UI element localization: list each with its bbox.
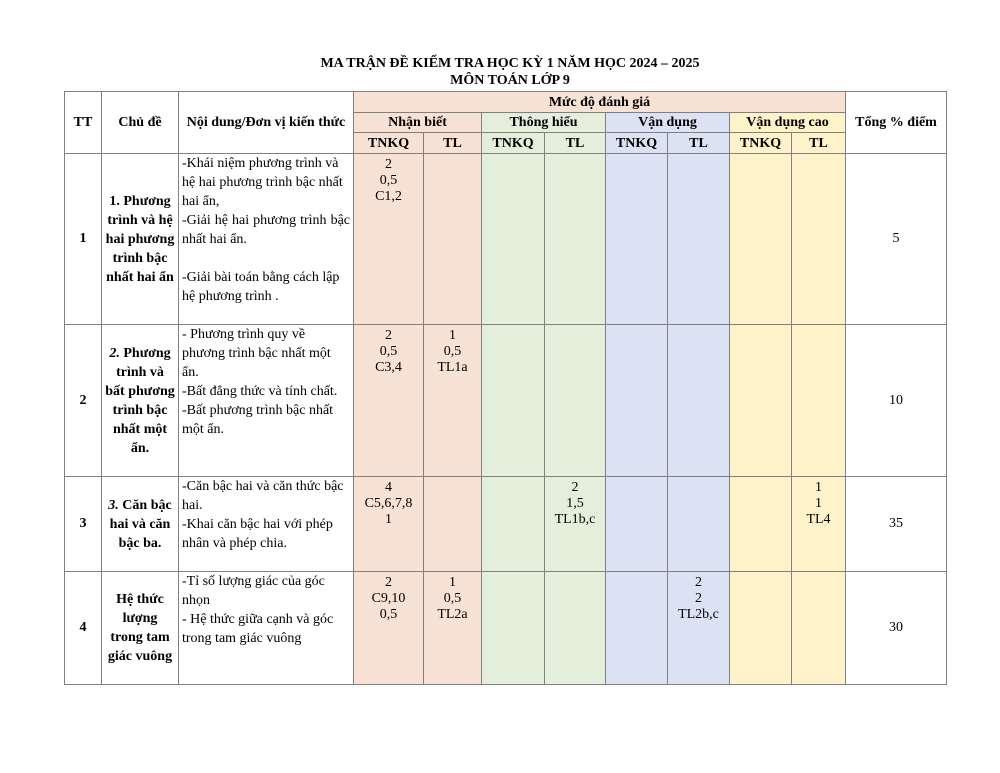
content-line: -Giải bài toán bằng cách lập hệ phương trình . <box>182 270 340 304</box>
cell-vdc-tl <box>792 572 846 685</box>
content-line: -Khái niệm phương trình và hệ hai phương trình bậc nhất hai ẩn, <box>182 156 343 209</box>
cell-vdc-tnkq <box>730 154 792 325</box>
cell-nb-tnkq <box>354 477 424 572</box>
chu-de-number: 2. <box>109 345 120 361</box>
cell-value: 1 <box>449 575 456 590</box>
cell-vd-tnkq <box>606 477 668 572</box>
header-nb-tnkq: TNKQ <box>354 133 424 154</box>
cell-value: 0,5 <box>379 607 398 622</box>
header-vdc-tnkq: TNKQ <box>730 133 792 154</box>
table-row <box>65 325 947 477</box>
cell-value: 2 <box>571 480 579 495</box>
header-muc-do: Mức độ đánh giá <box>354 92 846 113</box>
header-chu-de: Chủ đề <box>102 92 179 154</box>
cell-vd-tnkq <box>606 325 668 477</box>
chu-de-title: Căn bậc hai và căn bậc ba. <box>109 497 172 551</box>
cell-vd-tl <box>668 154 730 325</box>
cell-value: 0,5 <box>379 173 398 188</box>
cell-value: TL4 <box>806 512 831 527</box>
chu-de-title: Phương trình và hệ hai phương trình bậc nhất hai ẩn <box>105 193 175 285</box>
header-vdc-tl: TL <box>792 133 846 154</box>
cell-value: TL2a <box>437 607 468 622</box>
cell-value: C3,4 <box>375 360 402 375</box>
header-thong-hieu: Thông hiểu <box>482 113 606 133</box>
cell-value: C5,6,7,8 <box>364 496 413 511</box>
row-noi-dung <box>179 572 354 685</box>
cell-th-tl <box>545 572 606 685</box>
cell-vd-tnkq <box>606 154 668 325</box>
cell-vd-tnkq <box>606 572 668 685</box>
chu-de-title: Hệ thức lượng trong tam giác vuông <box>107 592 173 664</box>
header-noi-dung: Nội dung/Đơn vị kiến thức <box>179 92 354 154</box>
header-van-dung-cao: Vận dụng cao <box>730 113 846 133</box>
cell-th-tl <box>545 477 606 572</box>
header-nb-tl: TL <box>424 133 482 154</box>
content-line: -Tỉ số lượng giác của góc nhọn <box>182 574 325 608</box>
cell-value: 1 <box>449 328 456 343</box>
chu-de-number: 3. <box>108 497 119 513</box>
header-tt: TT <box>65 92 102 154</box>
assessment-matrix-table <box>64 91 947 685</box>
header-tong: Tổng % điểm <box>846 92 947 154</box>
cell-vdc-tl <box>792 325 846 477</box>
row-tt: 3 <box>65 477 102 572</box>
cell-value: 0,5 <box>379 344 398 359</box>
row-chu-de <box>102 325 179 477</box>
document-subtitle: MÔN TOÁN LỚP 9 <box>450 73 570 88</box>
content-line: -Khai căn bậc hai với phép nhân và phép chia. <box>182 517 333 551</box>
table-row <box>65 572 947 685</box>
table-row <box>65 154 947 325</box>
cell-value: 2 <box>695 575 702 590</box>
cell-vdc-tl <box>792 477 846 572</box>
row-tong: 30 <box>846 572 947 685</box>
cell-value: 4 <box>385 480 392 495</box>
content-line: -Căn bậc hai và căn thức bậc hai. <box>182 479 344 513</box>
header-vd-tnkq: TNKQ <box>606 133 668 154</box>
cell-nb-tl <box>424 325 482 477</box>
content-line: - Hệ thức giữa cạnh và góc trong tam giác vuông <box>182 612 334 646</box>
row-tt: 2 <box>65 325 102 477</box>
cell-vd-tl <box>668 325 730 477</box>
cell-value: 1 <box>385 512 392 527</box>
header-th-tnkq: TNKQ <box>482 133 545 154</box>
cell-vdc-tl <box>792 154 846 325</box>
cell-vd-tl <box>668 477 730 572</box>
cell-value: TL1a <box>437 360 468 375</box>
cell-th-tnkq <box>482 572 545 685</box>
header-th-tl: TL <box>545 133 606 154</box>
header-row-1 <box>65 92 947 113</box>
row-tong: 5 <box>846 154 947 325</box>
content-line: -Bất phương trình bậc nhất một ẩn. <box>182 403 334 437</box>
content-line <box>182 249 350 268</box>
content-line: - Phương trình quy về phương trình bậc nhất một ẩn. <box>182 327 331 380</box>
cell-value: 2 <box>385 575 392 590</box>
cell-th-tnkq <box>482 325 545 477</box>
table-row <box>65 477 947 572</box>
cell-vd-tl <box>668 572 730 685</box>
row-noi-dung <box>179 154 354 325</box>
cell-nb-tl <box>424 572 482 685</box>
cell-value: 2 <box>695 591 702 606</box>
row-tong: 35 <box>846 477 947 572</box>
cell-value: C1,2 <box>375 189 402 204</box>
cell-nb-tl <box>424 154 482 325</box>
cell-value: C9,10 <box>371 591 406 606</box>
chu-de-title: Phương trình và bất phương trình bậc nhất một ẩn. <box>105 345 175 456</box>
cell-value: 1 <box>815 496 822 511</box>
row-noi-dung <box>179 325 354 477</box>
cell-nb-tl <box>424 477 482 572</box>
cell-value: TL2b,c <box>678 607 719 622</box>
row-chu-de <box>102 477 179 572</box>
header-nhan-biet: Nhận biết <box>354 113 482 133</box>
cell-vdc-tnkq <box>730 477 792 572</box>
cell-nb-tnkq <box>354 154 424 325</box>
cell-value: 0,5 <box>443 344 462 359</box>
content-line: -Giải hệ hai phương trình bậc nhất hai ẩn. <box>182 213 350 247</box>
cell-th-tl <box>545 154 606 325</box>
cell-vdc-tnkq <box>730 325 792 477</box>
cell-value: 2 <box>385 157 392 172</box>
content-line: -Bất đẳng thức và tính chất. <box>182 384 338 399</box>
chu-de-number: 1. <box>109 193 120 209</box>
row-noi-dung <box>179 477 354 572</box>
cell-vdc-tnkq <box>730 572 792 685</box>
cell-nb-tnkq <box>354 572 424 685</box>
cell-value: 1,5 <box>566 496 584 511</box>
header-van-dung: Vận dụng <box>606 113 730 133</box>
row-chu-de <box>102 572 179 685</box>
row-tt: 4 <box>65 572 102 685</box>
row-chu-de <box>102 154 179 325</box>
cell-th-tnkq <box>482 154 545 325</box>
cell-value: 0,5 <box>443 591 462 606</box>
row-tong: 10 <box>846 325 947 477</box>
header-vd-tl: TL <box>668 133 730 154</box>
row-tt: 1 <box>65 154 102 325</box>
cell-th-tl <box>545 325 606 477</box>
cell-value: 1 <box>815 480 822 495</box>
cell-th-tnkq <box>482 477 545 572</box>
cell-value: 2 <box>385 328 392 343</box>
cell-nb-tnkq <box>354 325 424 477</box>
document-title: MA TRẬN ĐỀ KIỂM TRA HỌC KỲ 1 NĂM HỌC 2024 – 2025 <box>320 56 700 71</box>
cell-value: TL1b,c <box>554 512 596 527</box>
